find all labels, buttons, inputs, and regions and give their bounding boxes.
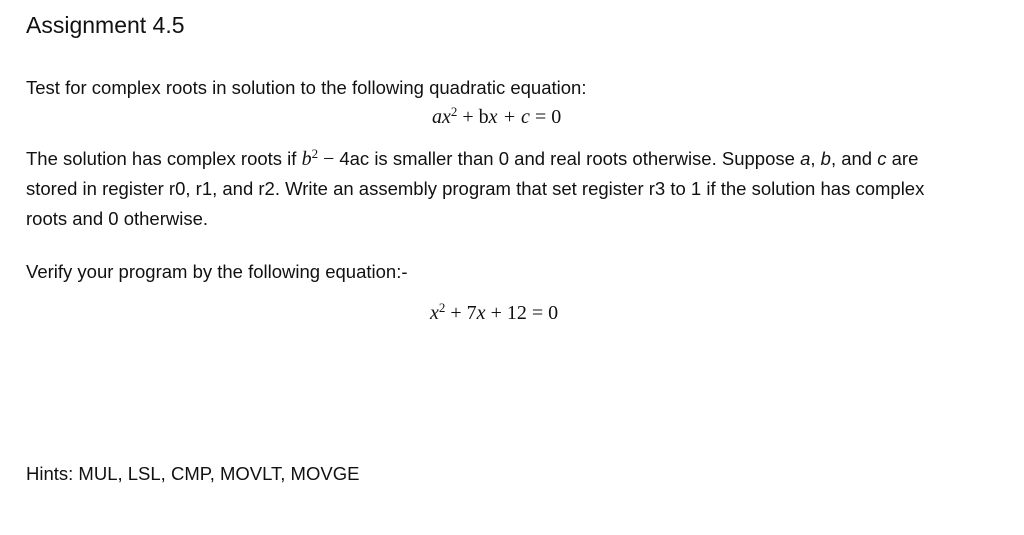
var-c: c — [877, 148, 887, 169]
paragraph-line-1-start: The solution has complex roots if — [26, 148, 302, 169]
eq2-plus-7: + 7 — [445, 302, 477, 324]
var-a: a — [800, 148, 811, 169]
paragraph-line-2: stored in register r0, r1, and r2. Write an assembly program that set register r3 to 1 if the solution has complex — [26, 178, 925, 199]
assignment-title: Assignment 4.5 — [26, 12, 185, 38]
eq1-rhs: 0 — [551, 106, 562, 128]
paragraph-line-1 — [26, 147, 918, 171]
eq2-x: x — [430, 302, 439, 324]
eq1-x2: x — [488, 106, 498, 128]
hints-text: Hints: MUL, LSL, CMP, MOVLT, MOVGE — [26, 463, 360, 484]
eq1-exponent: 2 — [450, 104, 458, 119]
verify-text: Verify your program by the following equation:- — [26, 261, 408, 282]
comma: , — [810, 148, 821, 169]
var-b: b — [820, 148, 831, 169]
quadratic-equation — [432, 104, 561, 130]
paragraph-line-3: roots and 0 otherwise. — [26, 208, 209, 229]
eq2-x2: x — [476, 302, 486, 324]
eq2-exponent: 2 — [438, 300, 446, 315]
paragraph-line-1-middle: 4ac is smaller than 0 and real roots otherwise. Suppose — [339, 148, 801, 169]
eq1-x: x — [442, 106, 451, 128]
eq1-plus-b: + b — [457, 106, 489, 128]
eq1-plus-c: + c — [497, 106, 530, 128]
verification-equation — [430, 300, 558, 326]
are-text: are — [886, 148, 919, 169]
and-text: , and — [830, 148, 878, 169]
eq1-equals: = — [529, 106, 552, 128]
eq2-rest: + 12 = 0 — [485, 302, 559, 324]
eq1-a: a — [432, 106, 442, 128]
discriminant-b: $b^2$ − — [301, 146, 340, 170]
intro-text: Test for complex roots in solution to the following quadratic equation: — [26, 77, 587, 98]
